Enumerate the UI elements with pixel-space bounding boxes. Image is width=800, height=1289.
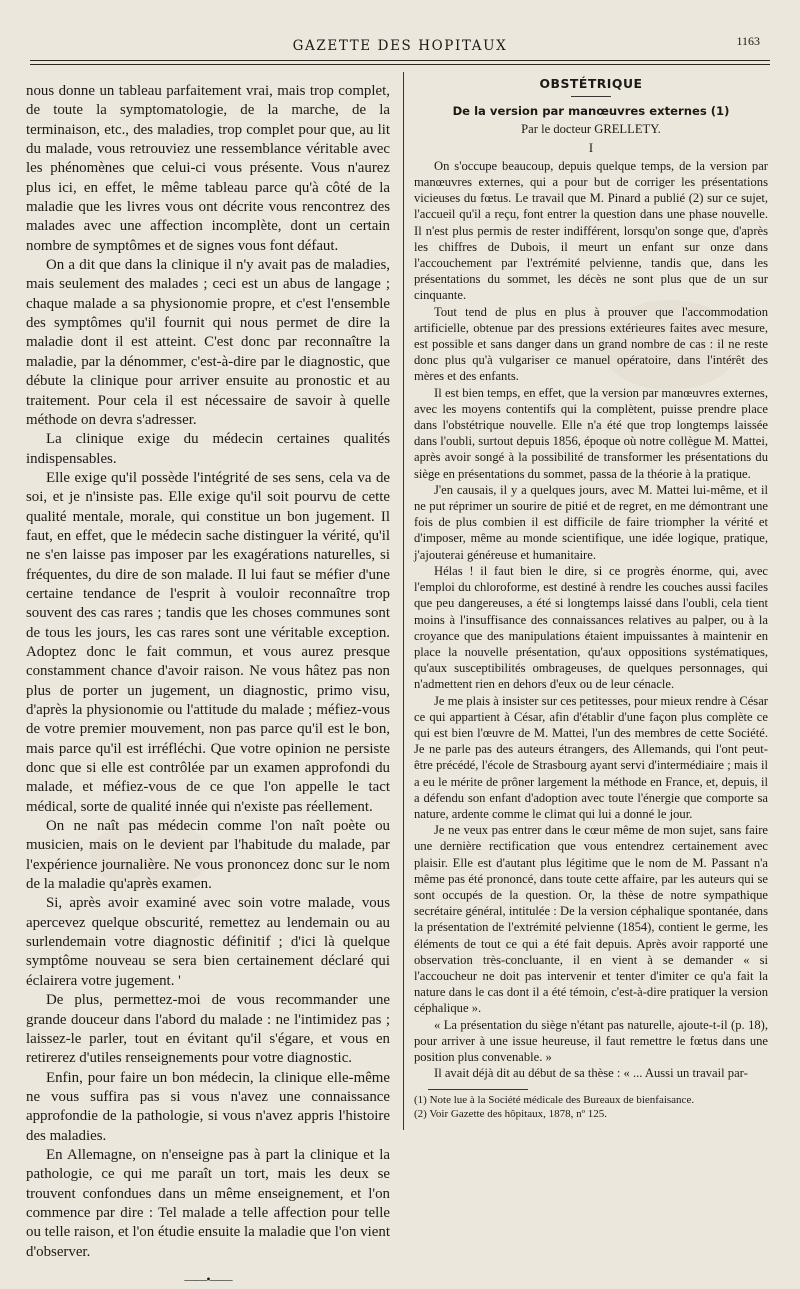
journal-title: GAZETTE DES HOPITAUX (292, 38, 508, 54)
byline: Par le docteur GRELLETY. (521, 122, 661, 137)
footnote: (2) Voir Gazette des hôpitaux, 1878, nº 125. (414, 1107, 608, 1120)
paragraph: En Allemagne, on n'enseigne pas à part la clinique et la pathologie, ce qui me paraît un tort, mais les deux se trouvent confondues dans un même enseignement, et l'on commence par dire : Tel malade a telle affection pour telle ou telle raison, et l'on étudie ensuite la maladie que l'on vient d'observer. (26, 1146, 390, 1260)
paragraph: Il est bien temps, en effet, que la version par manœuvres externes, avec les moyens contentifs qui la complètent, puisse prendre place dans l'obstétrique nouvelle. Elle n'a été que trop longtemps laissée dans l'oubli, surtout depuis 1856, époque où notre collègue M. Mattei, après avoir songé à la possibilité de transformer les présentations du siège en présentations du sommet, passa de la théorie à la pratique. (414, 385, 768, 481)
right-column (414, 76, 768, 1121)
header-rule-thin (30, 64, 770, 65)
paragraph: J'en causais, il y a quelques jours, avec M. Mattei lui-même, et il ne put réprimer un sourire de pitié et de regret, en me démontrant une fois de plus combien il est difficile de faire triompher la vérité et d'imposer, même au monde scientifique, une idée logique, pratique, j'ajouterai généreuse et humanitaire. (414, 482, 768, 562)
footnote-rule (428, 1089, 528, 1090)
paragraph: Elle exige qu'il possède l'intégrité de ses sens, cela va de soi, et je n'insiste pas. Elle exige qu'il soit pourvu de cette qualité mentale, morale, qui constitue un bon jugement. Il faut, en effet, que le médecin sache distinguer la vérité, qu'il ne s'en laisse pas imposer par les exagérations naturelles, si fréquentes, du dire de son malade. Il lui faut se méfier d'une certaine tendance de l'esprit à vouloir reconnaître trop souvent des cas rares ; tandis que les choses communes sont de tous les jours, les cas rares sont une véritable exception. Adoptez donc le fait commun, et vous aurez presque constamment chance d'avoir raison. Ne vous hâtez pas non plus de porter un jugement, un diagnostic, primo visu, d'après la physionomie ou l'attitude du malade ; méfiez-vous de votre premier mouvement, non pas parce qu'il est le bon, mais parce qu'il est irréfléchi. Que votre opinion ne persiste donc que si elle est contrôlée par un examen approfondi du malade, et méfiez-vous de ce que l'on appelle le tact médical, sorte de qualité innée qui n'existe pas réellement. (26, 469, 390, 815)
footnote: (1) Note lue à la Société médicale des Bureaux de bienfaisance. (414, 1094, 695, 1107)
paragraph: On s'occupe beaucoup, depuis quelque temps, de la version par manœuvres externes, qui a pour but de corriger les présentations vicieuses du fœtus. Le travail que M. Pinard a publié (2) sur ce sujet, l'accueil qu'il a reçu, font entrer la question dans une phase nouvelle. Il n'est plus permis de rester indifférent, lorsqu'on songe que, d'après les chiffres de Dubois, il meurt un enfant sur onze dans l'accouchement par l'extrémité pelvienne, tandis que, dans les présentations du sommet, les décès ne sont plus que de un sur cinquante. (414, 158, 768, 303)
paragraph: « La présentation du siège n'étant pas naturelle, ajoute-t-il (p. 18), pour arriver à une issue heureuse, il faut remettre le fœtus dans une position plus convenable. » (414, 1017, 768, 1064)
paragraph: Enfin, pour faire un bon médecin, la clinique elle-même ne vous suffira pas si vous n'avez une connaissance approfondie de la pathologie, si vous n'avez appris l'histoire des maladies. (26, 1069, 390, 1144)
paragraph: Je ne veux pas entrer dans le cœur même de mon sujet, sans faire une dernière rectification que vous entendrez certainement avec plaisir. Elle est d'autant plus légitime que le nom de M. Passant n'a même pas été prononcé, dans toute cette affaire, par les auteurs qui se sont occupés de la question. Or, la thèse de notre sympathique secrétaire général, intitulée : De la version céphalique spontanée, dans la présentation de l'extrémité pelvienne (1854), contient le germe, les éléments de tout ce qui a été fait depuis. Après avoir rapporté une observation très-concluante, il en vient à se demander « si l'accoucheur ne doit pas intervenir et tenter d'imiter ce qu'a fait la nature dans le cas dont il a été témoin, c'est-à-dire pratiquer la version céphalique ». (414, 823, 768, 1016)
article-title: De la version par manœuvres externes (1) (452, 104, 730, 119)
header-rule (30, 60, 770, 61)
paragraph: nous donne un tableau parfaitement vrai, mais trop complet, de toute la symptomatologie, de la marche, de la terminaison, etc., des maladies, trop complet pour que, au lit du malade, vous retrouviez une ressemblance véritable avec les phénomènes que celui-ci vous présente. Vous n'aurez plus ici, en effet, le même tableau parce qu'à côté de la maladie que les livres vous ont décrite vous rencontrez des malades avec une affection incomplète, dont un certain nombre de symptômes et de signes vous font défaut. (26, 83, 390, 254)
end-ornament: ——•—— (184, 1271, 232, 1286)
paragraph: Hélas ! il faut bien le dire, si ce progrès énorme, qui, avec l'emploi du chloroforme, est destiné à rendre les couches aussi faciles que peu dangereuses, a été si longtemps laissé dans l'oubli, cela tient moins à l'insuffisance des connaissances relatives au palper, ou à la croyance que des manipulations étaient impuissantes à maintenir en place la nouvelle présentation, qu'aux oppositions systématiques, qu'aux susceptibilités ombrageuses, de quelques personnages, qui n'admettent rien en dehors d'eux ou de leur cénacle. (414, 563, 768, 692)
section-rule (571, 96, 611, 97)
left-column (26, 82, 390, 1289)
section-title: OBSTÉTRIQUE (539, 76, 643, 91)
paragraph: De plus, permettez-moi de vous recommander une grande douceur dans l'abord du malade : ne l'intimidez pas ; laissez-le parler, tout en évitant qu'il s'égare, et vous en retirerez d'utiles renseignements pour votre diagnostic. (26, 992, 390, 1067)
paragraph: Il avait déjà dit au début de sa thèse : « ... Aussi un travail par- (434, 1066, 748, 1081)
page-number: 1163 (736, 34, 760, 48)
paragraph: Tout tend de plus en plus à prouver que l'accommodation artificielle, obtenue par des pressions extérieures faites avec mesure, est possible et sans danger dans un grand nombre de cas : il ne reste donc plus qu'à vulgariser ce manuel opératoire, dans l'intérêt des mères et des enfants. (414, 304, 768, 384)
paragraph: On ne naît pas médecin comme l'on naît poète ou musicien, mais on le devient par l'habitude du malade, par l'expérience journalière. Ne vous prononcez donc sur le nom de la maladie qu'après examen. (26, 818, 390, 893)
paragraph: Si, après avoir examiné avec soin votre malade, vous apercevez quelque obscurité, remettez au lendemain ou au surlendemain votre diagnostic définitif ; d'ici là quelque symptôme nouveau se sera bien certainement déclaré qui éclairera votre jugement. ' (26, 895, 390, 989)
column-divider (403, 72, 404, 1130)
paragraph: Je me plais à insister sur ces petitesses, pour mieux rendre à César ce qui appartient à César, afin d'établir d'une façon plus complète ce qui est bien l'œuvre de M. Mattei, l'un des membres de cette Société. Je ne parle pas des auteurs étrangers, des Allemands, qui l'ont peut-être précédé, l'école de Strasbourg ayant servi d'intermédiaire ; mais il a eu le mérite de prôner largement la méthode en France, et, depuis, il a défendu son enfant d'adoption avec toute l'énergie que comporte sa nature, ardente comme le climat qui lui a donné le jour. (414, 693, 768, 821)
paragraph: La clinique exige du médecin certaines qualités indispensables. (26, 431, 390, 467)
part-number: I (588, 140, 594, 155)
running-head (0, 34, 800, 58)
paragraph: On a dit que dans la clinique il n'y avait pas de maladies, mais seulement des malades ; ceci est un abus de langage ; chaque malade a sa physionomie propre, et c'est l'ensemble des symptômes qu'il fournit qui nous permet de dire la maladie dont il est atteint. C'est donc par reconnaître la maladie, par la dénommer, c'est-à-dire par le diagnostic, que débute la clinique pour arriver ensuite au pronostic et au traitement. Pour cela il est nécessaire de savoir à quelle méthode on devra s'adresser. (26, 257, 390, 428)
